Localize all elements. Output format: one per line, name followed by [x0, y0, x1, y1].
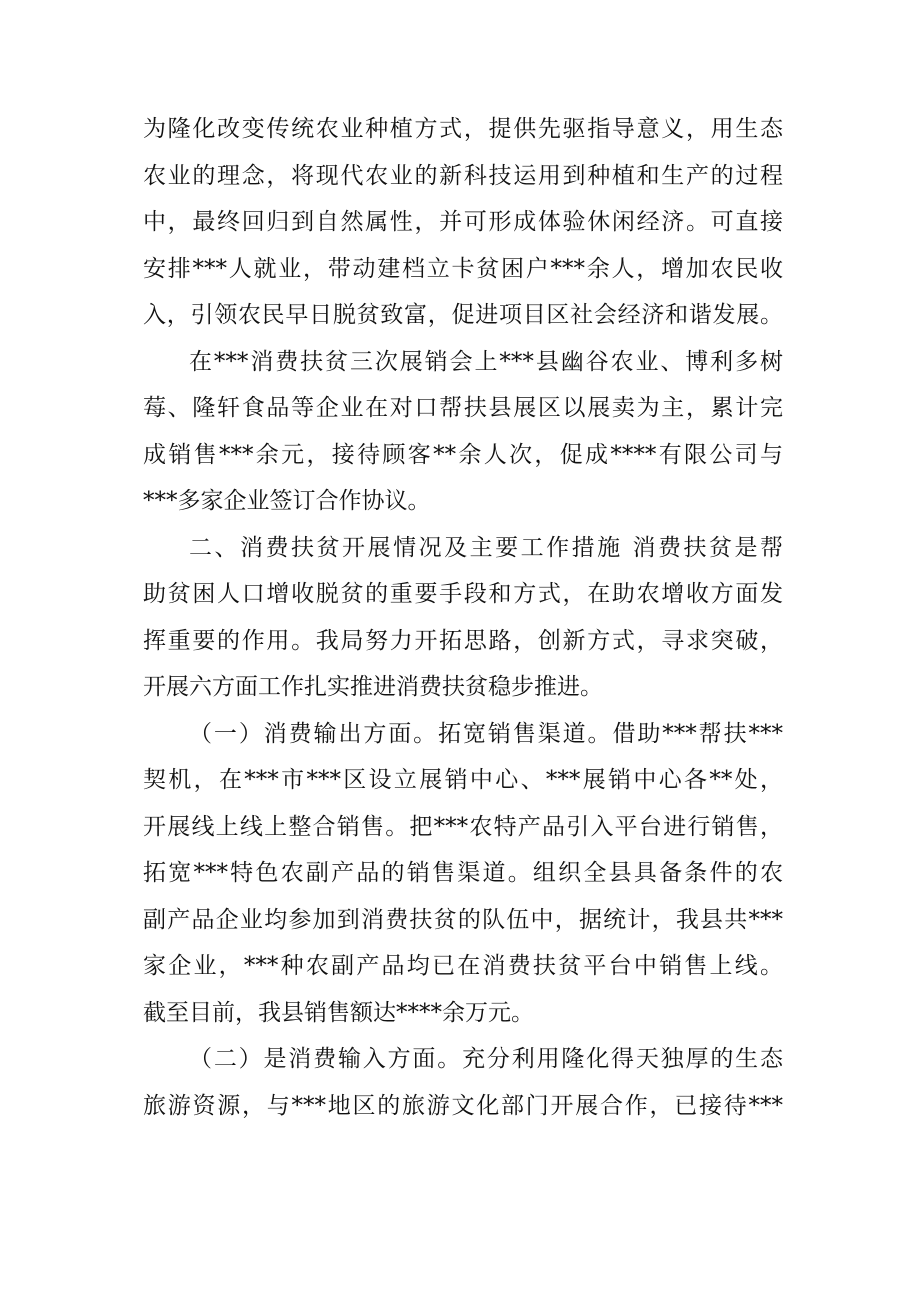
text-line: 挥重要的作用。我局努力开拓思路，创新方式，寻求突破，	[143, 627, 783, 654]
text-line: 成销售***余元，接待顾客**余人次，促成****有限公司与	[143, 441, 783, 468]
text-line: 旅游资源，与***地区的旅游文化部门开展合作，已接待***	[143, 1092, 783, 1119]
text-line: 副产品企业均参加到消费扶贫的队伍中，据统计，我县共***	[143, 906, 783, 933]
text-line: 开展线上线上整合销售。把***农特产品引入平台进行销售，	[143, 813, 783, 840]
text-line: 入，引领农民早日脱贫致富，促进项目区社会经济和谐发展。	[143, 302, 783, 328]
paragraph	[143, 339, 783, 525]
paragraph	[143, 106, 783, 339]
text-line: 家企业，***种农副产品均已在消费扶贫平台中销售上线。	[143, 953, 783, 979]
text-line: 开展六方面工作扎实推进消费扶贫稳步推进。	[143, 674, 603, 700]
text-line: 安排***人就业，带动建档立卡贫困户***余人，增加农民收	[143, 255, 783, 282]
paragraph	[143, 711, 783, 1037]
text-line: 拓宽***特色农副产品的销售渠道。组织全县具备条件的农	[143, 860, 783, 886]
text-line: 莓、隆轩食品等企业在对口帮扶县展区以展卖为主，累计完	[143, 395, 783, 421]
text-line: 助贫困人口增收脱贫的重要手段和方式，在助农增收方面发	[143, 581, 783, 607]
text-line: 在***消费扶贫三次展销会上***县幽谷农业、博利多树	[189, 348, 783, 375]
text-line: 二、消费扶贫开展情况及主要工作措施 消费扶贫是帮	[189, 534, 783, 561]
text-line: 为隆化改变传统农业种植方式，提供先驱指导意义，用生态	[143, 116, 783, 142]
text-line: 农业的理念，将现代农业的新科技运用到种植和生产的过程	[143, 162, 783, 189]
text-line: ***多家企业签订合作协议。	[143, 488, 431, 514]
document-body	[143, 106, 783, 1129]
text-line: 契机，在***市***区设立展销中心、***展销中心各**处，	[143, 767, 783, 793]
paragraph	[143, 525, 783, 711]
paragraph	[143, 1036, 783, 1129]
text-line: 中，最终回归到自然属性，并可形成体验休闲经济。可直接	[143, 209, 783, 235]
text-line: （二）是消费输入方面。充分利用隆化得天独厚的生态	[189, 1046, 783, 1072]
text-line: （一）消费输出方面。拓宽销售渠道。借助***帮扶***	[189, 720, 783, 747]
text-line: 截至目前，我县销售额达****余万元。	[143, 999, 534, 1026]
